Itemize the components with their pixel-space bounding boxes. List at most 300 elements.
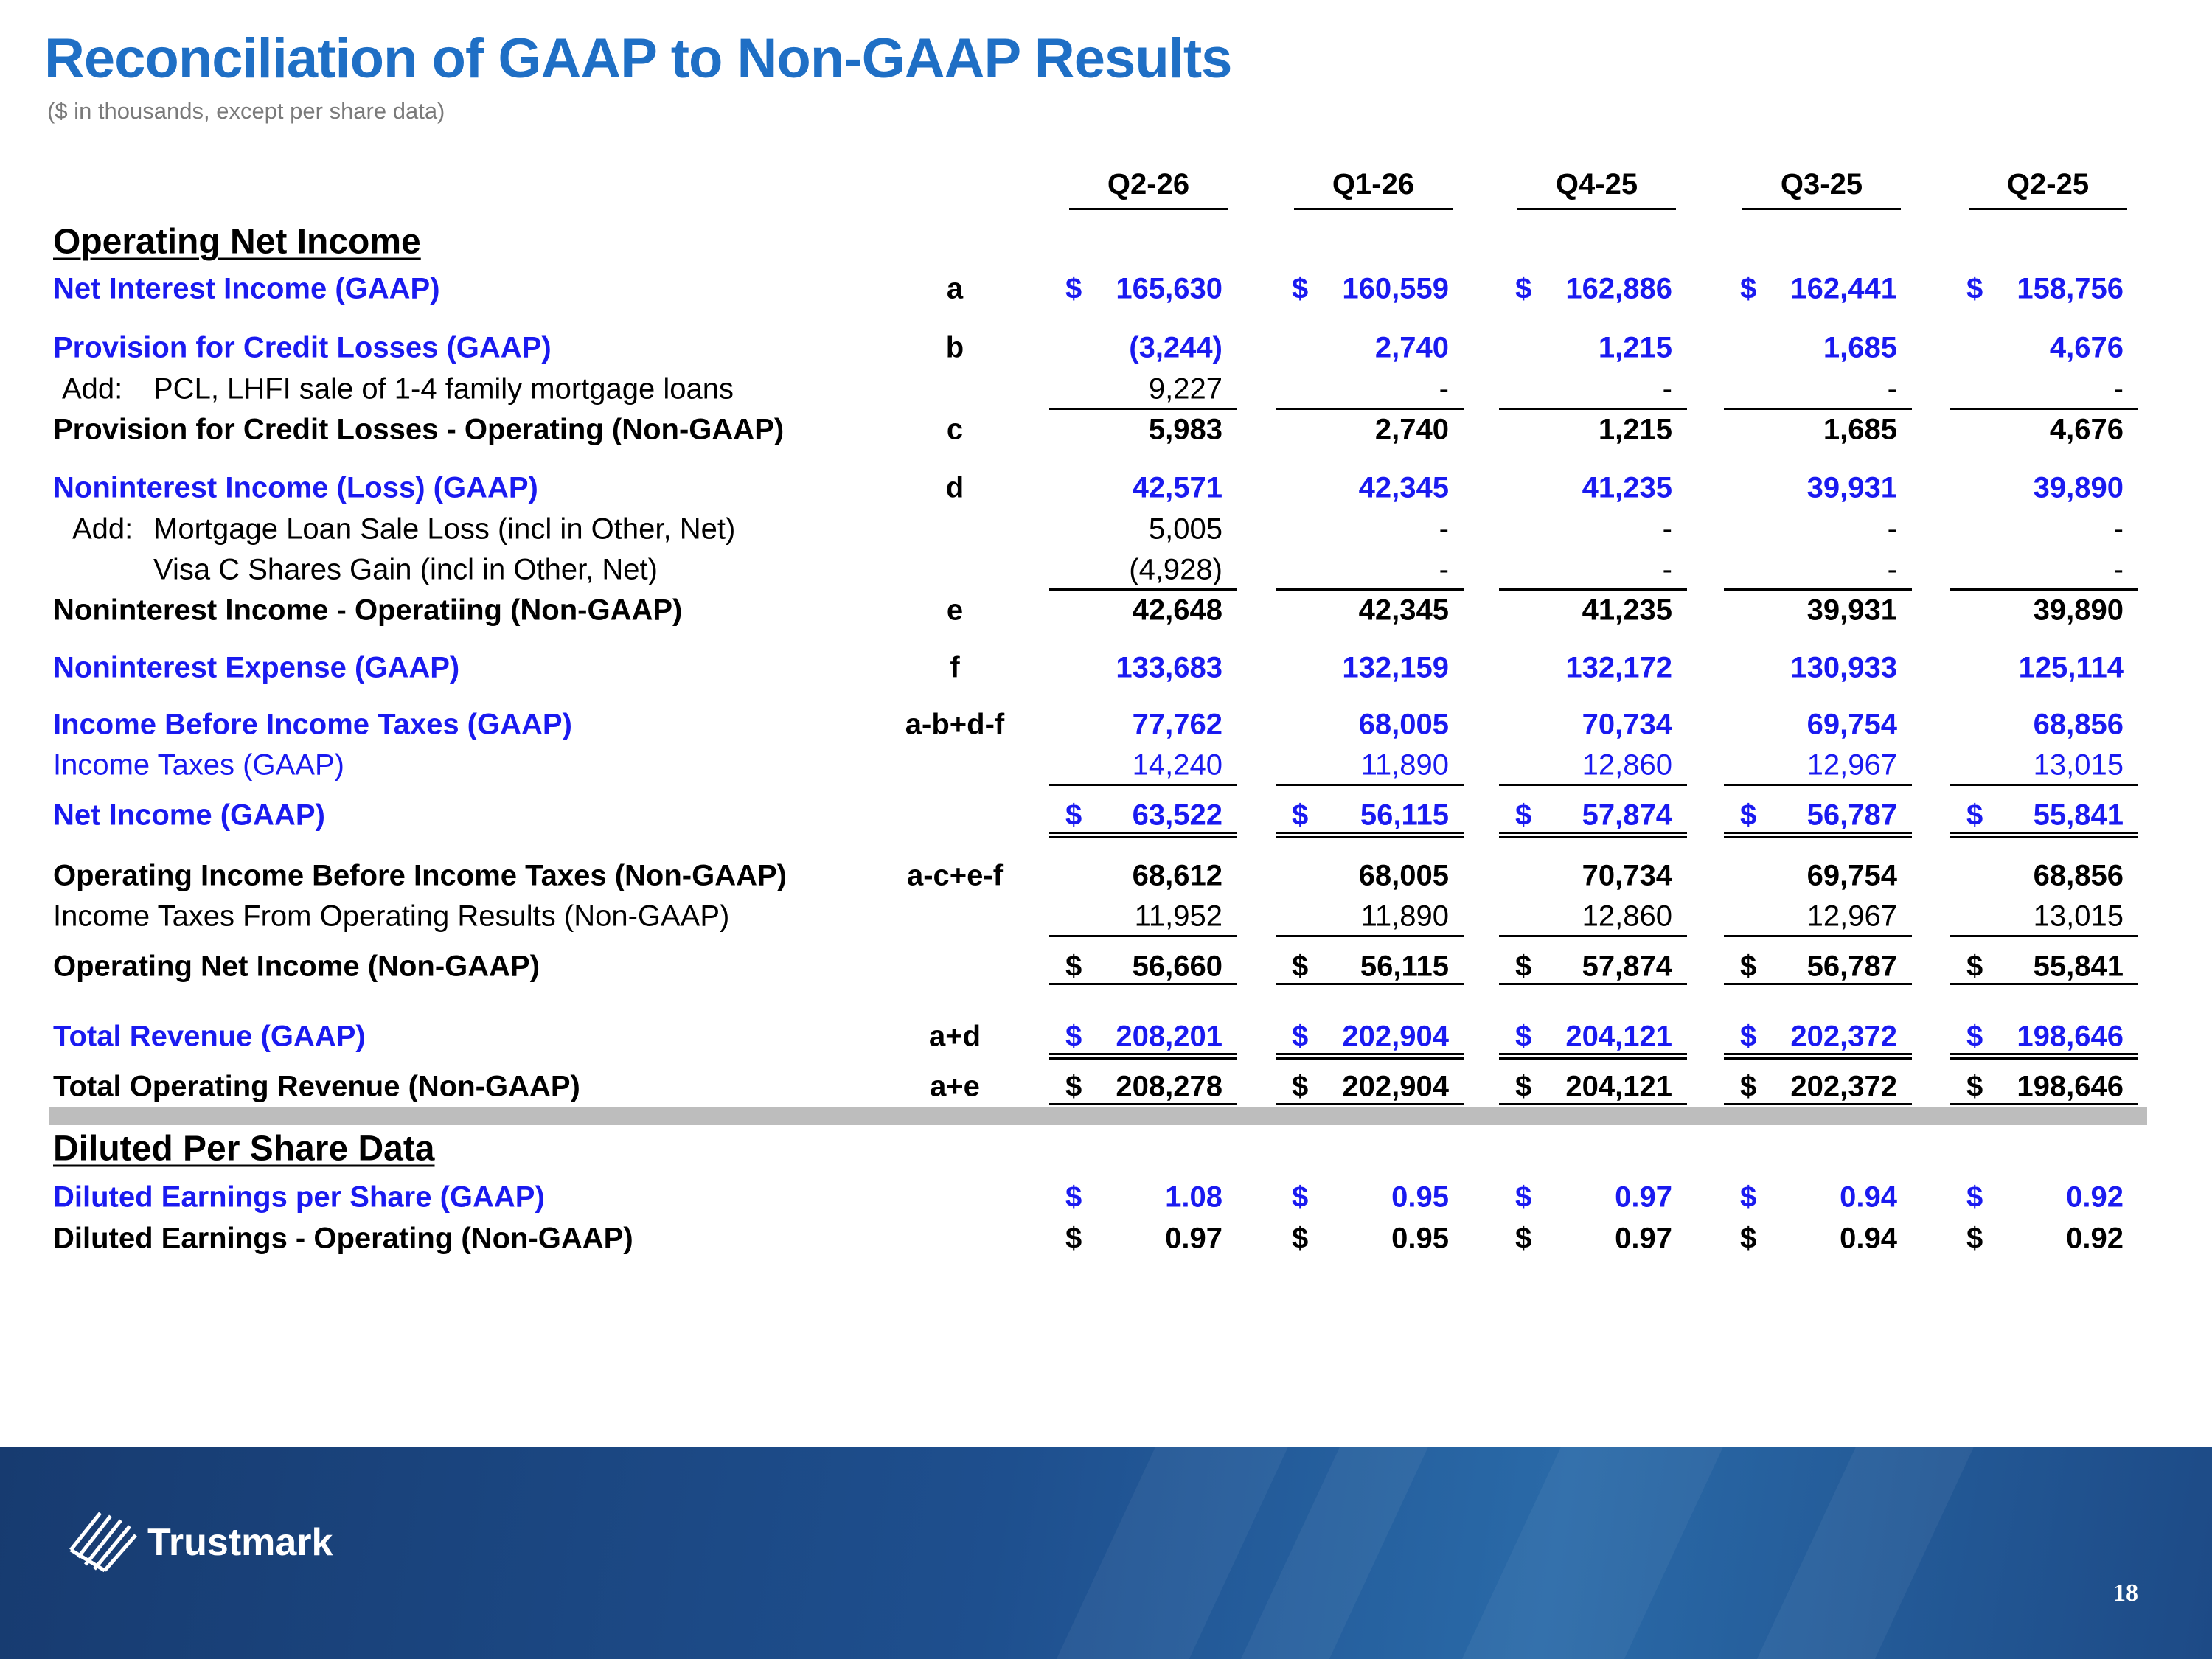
cell-value: 13,015 (2033, 748, 2124, 782)
cell-value: - (1439, 372, 1449, 406)
cell-underline (1950, 1053, 2138, 1055)
cell-value: 1,685 (1823, 413, 1897, 446)
row-label: Noninterest Income (Loss) (GAAP) (53, 471, 538, 504)
cell-value: - (1439, 553, 1449, 586)
value-cell (1049, 509, 1237, 550)
row-label: Visa C Shares Gain (incl in Other, Net) (153, 553, 658, 586)
row-label: Operating Income Before Income Taxes (Non-GAAP) (53, 859, 787, 892)
value-cell (1950, 1066, 2138, 1107)
cell-underline (1950, 832, 2138, 834)
row-prefix: Add: (72, 512, 133, 546)
cell-value: 162,441 (1790, 272, 1897, 305)
value-cell (1950, 467, 2138, 509)
cell-underline (1499, 836, 1687, 838)
currency-symbol: $ (1065, 1020, 1082, 1053)
table-row (0, 327, 2212, 369)
section-title-operating: Operating Net Income (53, 222, 421, 262)
currency-symbol: $ (1065, 950, 1082, 983)
cell-underline (1499, 1103, 1687, 1105)
column-header (1517, 168, 1676, 209)
row-label: Income Taxes (GAAP) (53, 748, 344, 782)
value-cell (1499, 745, 1687, 786)
trustmark-logo (65, 1504, 375, 1585)
value-cell (1499, 1016, 1687, 1057)
currency-symbol: $ (1515, 799, 1532, 832)
cell-value: 1.08 (1165, 1180, 1222, 1214)
value-cell (1950, 704, 2138, 745)
cell-underline (1049, 1103, 1237, 1105)
cell-value: 4,676 (2049, 413, 2124, 446)
cell-value: 41,235 (1582, 594, 1672, 627)
cell-value: - (2113, 512, 2124, 546)
currency-symbol: $ (1292, 950, 1309, 983)
value-cell (1724, 647, 1912, 689)
logo-text: Trustmark (147, 1521, 333, 1564)
value-cell (1276, 590, 1464, 631)
currency-symbol: $ (1740, 1020, 1757, 1053)
column-header (1069, 168, 1228, 209)
cell-value: 12,860 (1582, 748, 1672, 782)
cell-underline (1049, 983, 1237, 985)
cell-value: 63,522 (1132, 799, 1222, 832)
cell-underline (1276, 983, 1464, 985)
row-formula-code: d (945, 471, 964, 504)
cell-value: 11,890 (1360, 748, 1449, 782)
value-cell (1049, 1177, 1237, 1218)
table-row (0, 409, 2212, 451)
row-label: Income Taxes From Operating Results (Non-GAAP) (53, 900, 730, 933)
row-formula-code: c (946, 413, 964, 446)
cell-value: 2,740 (1374, 331, 1449, 364)
value-cell (1499, 409, 1687, 451)
cell-value: 42,345 (1358, 471, 1449, 504)
table-row (0, 1016, 2212, 1057)
value-cell (1499, 590, 1687, 631)
cell-value: 12,967 (1806, 748, 1897, 782)
cell-value: 0.95 (1391, 1222, 1449, 1255)
cell-value: 204,121 (1565, 1020, 1672, 1053)
value-cell (1276, 327, 1464, 369)
currency-symbol: $ (1515, 1070, 1532, 1103)
cell-underline (1950, 784, 2138, 786)
cell-value: - (1662, 512, 1672, 546)
cell-value: 0.92 (2066, 1222, 2124, 1255)
value-cell (1049, 745, 1237, 786)
cell-value: 42,648 (1132, 594, 1222, 627)
cell-underline (1724, 1103, 1912, 1105)
cell-value: 162,886 (1565, 272, 1672, 305)
cell-underline (1276, 1057, 1464, 1060)
cell-value: 0.95 (1391, 1180, 1449, 1214)
value-cell (1724, 268, 1912, 310)
row-formula-code: a-b+d-f (905, 708, 1005, 741)
cell-value: 56,787 (1806, 799, 1897, 832)
value-cell (1276, 1177, 1464, 1218)
currency-symbol: $ (1966, 1180, 1983, 1214)
value-cell (1724, 795, 1912, 836)
cell-underline (1950, 1103, 2138, 1105)
cell-value: 39,890 (2033, 594, 2124, 627)
table-row (0, 855, 2212, 897)
table-row (0, 590, 2212, 631)
cell-value: 208,278 (1116, 1070, 1222, 1103)
value-cell (1276, 855, 1464, 897)
currency-symbol: $ (1065, 1222, 1082, 1255)
currency-symbol: $ (1515, 1222, 1532, 1255)
cell-underline (1724, 1057, 1912, 1060)
currency-symbol: $ (1740, 950, 1757, 983)
cell-value: 198,646 (2017, 1070, 2124, 1103)
cell-underline (1499, 784, 1687, 786)
cell-value: 125,114 (2018, 651, 2124, 684)
cell-value: - (1887, 512, 1897, 546)
currency-symbol: $ (1515, 950, 1532, 983)
cell-value: 57,874 (1582, 799, 1672, 832)
value-cell (1276, 467, 1464, 509)
section-divider (49, 1107, 2147, 1125)
cell-value: 13,015 (2033, 900, 2124, 933)
cell-value: 202,904 (1342, 1070, 1449, 1103)
cell-value: 55,841 (2033, 950, 2124, 983)
cell-value: 0.94 (1840, 1222, 1897, 1255)
cell-value: 70,734 (1582, 859, 1672, 892)
cell-value: (4,928) (1129, 553, 1222, 586)
cell-underline (1724, 983, 1912, 985)
currency-symbol: $ (1292, 1070, 1309, 1103)
cell-value: 69,754 (1806, 859, 1897, 892)
column-header-label: Q4-25 (1555, 168, 1638, 201)
row-prefix: Add: (62, 372, 123, 406)
cell-value: - (1662, 372, 1672, 406)
cell-value: 68,856 (2033, 859, 2124, 892)
value-cell (1276, 896, 1464, 937)
cell-value: 130,933 (1790, 651, 1897, 684)
value-cell (1276, 369, 1464, 410)
value-cell (1950, 509, 2138, 550)
value-cell (1499, 549, 1687, 591)
cell-value: - (1662, 553, 1672, 586)
cell-value: 68,005 (1358, 859, 1449, 892)
row-formula-code: e (946, 594, 964, 627)
cell-value: 9,227 (1148, 372, 1222, 406)
value-cell (1950, 896, 2138, 937)
currency-symbol: $ (1740, 1180, 1757, 1214)
table-row (0, 647, 2212, 689)
table-row (0, 509, 2212, 550)
cell-underline (1499, 1053, 1687, 1055)
currency-symbol: $ (1292, 1180, 1309, 1214)
value-cell (1950, 409, 2138, 451)
value-cell (1049, 647, 1237, 689)
row-label: PCL, LHFI sale of 1-4 family mortgage loans (153, 372, 734, 406)
cell-value: 0.94 (1840, 1180, 1897, 1214)
value-cell (1724, 467, 1912, 509)
value-cell (1950, 1016, 2138, 1057)
value-cell (1049, 855, 1237, 897)
cell-value: 202,372 (1790, 1070, 1897, 1103)
value-cell (1950, 946, 2138, 987)
cell-value: 202,372 (1790, 1020, 1897, 1053)
cell-value: 12,967 (1806, 900, 1897, 933)
value-cell (1499, 467, 1687, 509)
row-label: Noninterest Income - Operatiing (Non-GAAP) (53, 594, 683, 627)
currency-symbol: $ (1515, 1180, 1532, 1214)
column-header (1294, 168, 1453, 209)
table-row (0, 704, 2212, 745)
table-row (0, 467, 2212, 509)
row-formula-code: a+e (930, 1070, 980, 1103)
cell-value: - (1439, 512, 1449, 546)
page-number: 18 (2113, 1579, 2138, 1607)
cell-value: 57,874 (1582, 950, 1672, 983)
currency-symbol: $ (1065, 1180, 1082, 1214)
cell-value: 77,762 (1132, 708, 1222, 741)
cell-underline (1276, 836, 1464, 838)
value-cell (1950, 745, 2138, 786)
currency-symbol: $ (1515, 272, 1532, 305)
cell-underline (1049, 836, 1237, 838)
value-cell (1950, 1218, 2138, 1259)
currency-symbol: $ (1740, 1222, 1757, 1255)
cell-value: 0.92 (2066, 1180, 2124, 1214)
cell-value: 158,756 (2017, 272, 2124, 305)
cell-value: 0.97 (1165, 1222, 1222, 1255)
currency-symbol: $ (1292, 1020, 1309, 1053)
table-row (0, 1177, 2212, 1218)
column-header-label: Q2-26 (1107, 168, 1190, 201)
row-label: Income Before Income Taxes (GAAP) (53, 708, 572, 741)
cell-value: 1,215 (1598, 413, 1672, 446)
currency-symbol: $ (1966, 950, 1983, 983)
value-cell (1049, 327, 1237, 369)
cell-underline (1724, 935, 1912, 937)
value-cell (1499, 509, 1687, 550)
value-cell (1276, 647, 1464, 689)
cell-value: 1,215 (1598, 331, 1672, 364)
cell-value: 42,345 (1358, 594, 1449, 627)
cell-underline (1724, 784, 1912, 786)
row-label: Diluted Earnings per Share (GAAP) (53, 1180, 545, 1214)
value-cell (1724, 745, 1912, 786)
cell-underline (1724, 836, 1912, 838)
currency-symbol: $ (1740, 799, 1757, 832)
column-header-underline (1969, 208, 2127, 210)
value-cell (1276, 1066, 1464, 1107)
cell-value: - (1887, 553, 1897, 586)
row-label: Operating Net Income (Non-GAAP) (53, 950, 540, 983)
value-cell (1950, 549, 2138, 591)
currency-symbol: $ (1065, 799, 1082, 832)
value-cell (1276, 1016, 1464, 1057)
currency-symbol: $ (1515, 1020, 1532, 1053)
value-cell (1724, 1218, 1912, 1259)
cell-underline (1276, 784, 1464, 786)
cell-value: - (2113, 553, 2124, 586)
table-row (0, 745, 2212, 786)
currency-symbol: $ (1292, 799, 1309, 832)
cell-underline (1049, 832, 1237, 834)
value-cell (1950, 327, 2138, 369)
value-cell (1276, 549, 1464, 591)
cell-underline (1950, 836, 2138, 838)
row-label: Provision for Credit Losses - Operating (Non-GAAP) (53, 413, 785, 446)
row-label: Mortgage Loan Sale Loss (incl in Other, Net) (153, 512, 736, 546)
value-cell (1049, 549, 1237, 591)
cell-underline (1276, 1103, 1464, 1105)
cell-value: 5,005 (1148, 512, 1222, 546)
value-cell (1049, 946, 1237, 987)
cell-value: 55,841 (2033, 799, 2124, 832)
value-cell (1049, 369, 1237, 410)
column-header-label: Q3-25 (1780, 168, 1863, 201)
value-cell (1276, 946, 1464, 987)
table-row (0, 896, 2212, 937)
row-label: Net Interest Income (GAAP) (53, 272, 440, 305)
value-cell (1049, 467, 1237, 509)
currency-symbol: $ (1966, 272, 1983, 305)
row-label: Noninterest Expense (GAAP) (53, 651, 460, 684)
page-title: Reconciliation of GAAP to Non-GAAP Results (44, 27, 1232, 90)
value-cell (1499, 1177, 1687, 1218)
value-cell (1724, 946, 1912, 987)
value-cell (1724, 549, 1912, 591)
value-cell (1049, 1066, 1237, 1107)
row-formula-code: b (945, 331, 964, 364)
table-row (0, 946, 2212, 987)
cell-value: 56,787 (1806, 950, 1897, 983)
cell-value: 0.97 (1615, 1180, 1672, 1214)
currency-symbol: $ (1966, 1070, 1983, 1103)
column-header (1969, 168, 2127, 209)
currency-symbol: $ (1740, 272, 1757, 305)
cell-underline (1276, 1053, 1464, 1055)
value-cell (1276, 268, 1464, 310)
cell-underline (1499, 935, 1687, 937)
cell-underline (1499, 983, 1687, 985)
currency-symbol: $ (1292, 272, 1309, 305)
row-label: Diluted Earnings - Operating (Non-GAAP) (53, 1222, 633, 1255)
cell-underline (1276, 832, 1464, 834)
cell-value: 70,734 (1582, 708, 1672, 741)
value-cell (1499, 704, 1687, 745)
value-cell (1724, 1177, 1912, 1218)
cell-value: 11,890 (1360, 900, 1449, 933)
cell-underline (1950, 935, 2138, 937)
cell-underline (1276, 935, 1464, 937)
cell-value: 56,660 (1132, 950, 1222, 983)
cell-value: 204,121 (1565, 1070, 1672, 1103)
cell-value: 160,559 (1342, 272, 1449, 305)
column-header (1742, 168, 1901, 209)
column-header-label: Q2-25 (2006, 168, 2090, 201)
currency-symbol: $ (1966, 799, 1983, 832)
value-cell (1049, 590, 1237, 631)
cell-value: 0.97 (1615, 1222, 1672, 1255)
currency-symbol: $ (1740, 1070, 1757, 1103)
page-subtitle: ($ in thousands, except per share data) (47, 98, 445, 124)
column-header-underline (1069, 208, 1228, 210)
currency-symbol: $ (1065, 272, 1082, 305)
value-cell (1049, 1218, 1237, 1259)
row-label: Provision for Credit Losses (GAAP) (53, 331, 552, 364)
cell-value: 198,646 (2017, 1020, 2124, 1053)
value-cell (1499, 1066, 1687, 1107)
currency-symbol: $ (1292, 1222, 1309, 1255)
table-row (0, 268, 2212, 310)
cell-value: 4,676 (2049, 331, 2124, 364)
value-cell (1950, 855, 2138, 897)
value-cell (1499, 896, 1687, 937)
cell-underline (1499, 1057, 1687, 1060)
cell-value: 5,983 (1148, 413, 1222, 446)
cell-underline (1724, 832, 1912, 834)
currency-symbol: $ (1065, 1070, 1082, 1103)
row-formula-code: a (946, 272, 964, 305)
value-cell (1499, 369, 1687, 410)
value-cell (1276, 745, 1464, 786)
value-cell (1724, 409, 1912, 451)
table-row (0, 795, 2212, 836)
section-header-per-share (0, 1128, 2212, 1169)
value-cell (1499, 1218, 1687, 1259)
cell-underline (1950, 983, 2138, 985)
currency-symbol: $ (1966, 1222, 1983, 1255)
cell-value: 68,005 (1358, 708, 1449, 741)
cell-value: 165,630 (1116, 272, 1222, 305)
value-cell (1276, 509, 1464, 550)
cell-underline (1049, 935, 1237, 937)
value-cell (1276, 409, 1464, 451)
column-header-underline (1294, 208, 1453, 210)
cell-value: 132,172 (1565, 651, 1672, 684)
cell-value: 132,159 (1342, 651, 1449, 684)
value-cell (1276, 704, 1464, 745)
value-cell (1499, 946, 1687, 987)
value-cell (1049, 268, 1237, 310)
cell-value: 68,612 (1132, 859, 1222, 892)
value-cell (1049, 409, 1237, 451)
cell-value: 42,571 (1132, 471, 1222, 504)
cell-value: 39,931 (1806, 594, 1897, 627)
column-header-underline (1517, 208, 1676, 210)
value-cell (1950, 268, 2138, 310)
section-header-operating (0, 221, 2212, 262)
value-cell (1724, 855, 1912, 897)
value-cell (1724, 509, 1912, 550)
value-cell (1499, 327, 1687, 369)
table-row (0, 1066, 2212, 1107)
cell-value: - (2113, 372, 2124, 406)
value-cell (1724, 369, 1912, 410)
currency-symbol: $ (1966, 1020, 1983, 1053)
value-cell (1049, 704, 1237, 745)
cell-value: 69,754 (1806, 708, 1897, 741)
value-cell (1950, 369, 2138, 410)
table-row (0, 1218, 2212, 1259)
cell-value: 208,201 (1116, 1020, 1222, 1053)
value-cell (1950, 590, 2138, 631)
cell-underline (1049, 1057, 1237, 1060)
value-cell (1724, 1066, 1912, 1107)
cell-value: 1,685 (1823, 331, 1897, 364)
cell-underline (1049, 784, 1237, 786)
cell-value: 133,683 (1116, 651, 1222, 684)
cell-underline (1499, 832, 1687, 834)
cell-value: 56,115 (1360, 950, 1449, 983)
cell-value: 14,240 (1132, 748, 1222, 782)
cell-value: 39,890 (2033, 471, 2124, 504)
value-cell (1950, 647, 2138, 689)
